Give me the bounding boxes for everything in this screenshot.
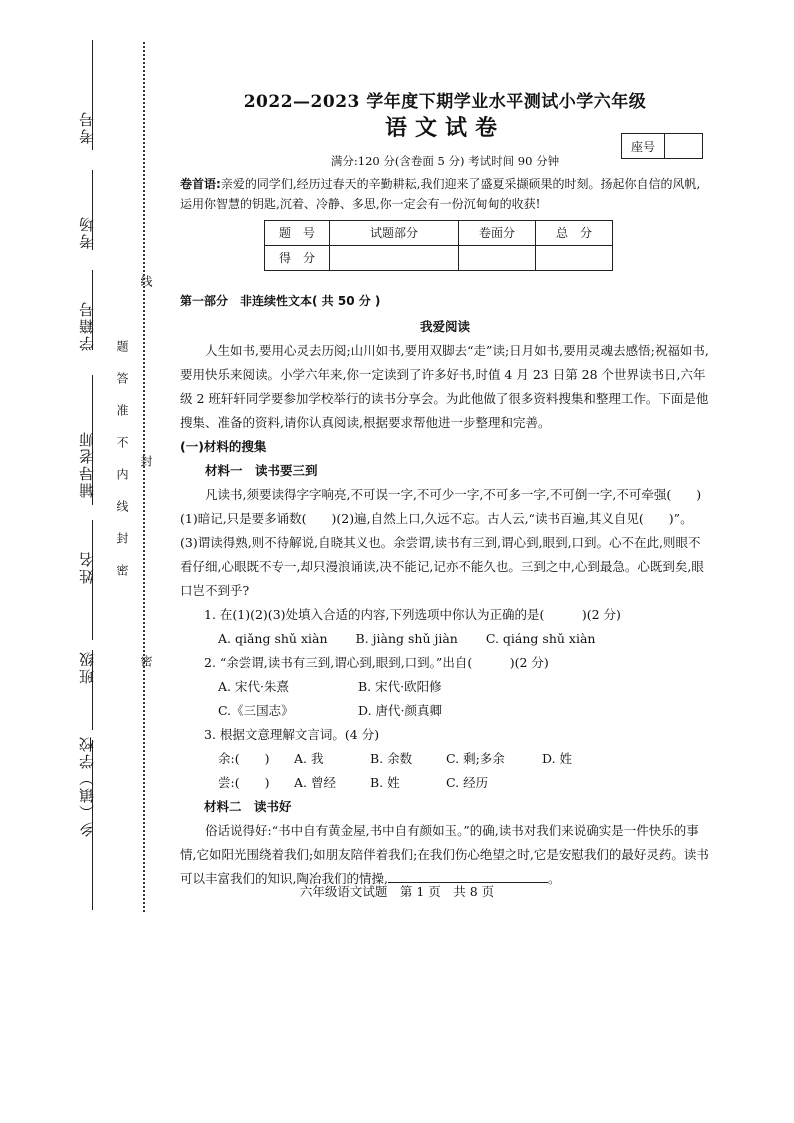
- q3-yu-option-d[interactable]: D. 姓: [542, 751, 573, 766]
- seal-line-mark: 线: [139, 275, 153, 307]
- material2-body: 俗话说得好:“书中自有黄金屋,书中自有颜如玉。”的确,读书对我们来说确实是一件快乐的事情,它如阳光围绕着我们;如朋友陪伴着我们;在我们伤心绝望之时,它是安慰我们的最好灵药。读书可以丰富我们的知识,陶冶我们的情操,: [180, 823, 709, 886]
- binding-margin: [0, 0, 153, 940]
- q2-option-a[interactable]: A. 宋代·朱熹: [218, 679, 289, 694]
- score-cell-parts[interactable]: [330, 246, 459, 271]
- q3-word-chang: 尝:( ): [218, 775, 270, 790]
- exam-room-label: 考场: [78, 215, 96, 249]
- score-header-neatness: 卷面分: [459, 221, 536, 246]
- score-header-number: 题 号: [265, 221, 330, 246]
- seal-warning: 题答准不内线封密: [115, 340, 129, 596]
- q1-option-a[interactable]: A. qiǎng shǔ xiàn: [218, 631, 328, 646]
- section1-heading: (一)材料的搜集: [180, 439, 267, 454]
- q3-chang-option-b[interactable]: B. 姓: [370, 775, 400, 790]
- tutor-label: 辅导老师: [78, 430, 96, 498]
- question-3: 3. 根据文意理解文言词。(4 分): [204, 727, 380, 742]
- exam-number-label: 考号: [78, 110, 96, 144]
- part1-title: 第一部分 非连续性文本( 共 50 分 ): [180, 294, 381, 308]
- material1-text: 凡读书,须要读得字字响亮,不可误一字,不可少一字,不可多一字,不可倒一字,不可牵强( )(1)暗记,只是要多诵数( )(2)遍,自然上口,久远不忘。古人云,“读书百遍,其义自见( )”。(3)谓读得熟,则不待解说,自晓其义也。余尝谓,读书有三到,谓心到,眼到,口到。心不在此,则眼不看仔细,心眼既不专一,却只漫浪诵读,决不能记,记亦不能久也。三到之中,心到最急。心既到矣,眼口岂不到乎?: [180, 487, 704, 598]
- class-label: 班级: [78, 650, 96, 684]
- score-cell-neatness[interactable]: [459, 246, 536, 271]
- q3-yu-option-a[interactable]: A. 我: [294, 751, 324, 766]
- score-header-total: 总 分: [536, 221, 613, 246]
- material2-text: 俗话说得好:“书中自有黄金屋,书中自有颜如玉。”的确,读书对我们来说确实是一件快乐的事情,它如阳光围绕着我们;如朋友陪伴着我们;在我们伤心绝望之时,它是安慰我们的最好灵药。读书可以丰富我们的知识,陶冶我们的情操, 。: [180, 823, 709, 886]
- question-1-options: [218, 627, 710, 651]
- q3-yu-option-c[interactable]: C. 剩;多余: [446, 751, 505, 766]
- exam-title: 2022—2023 学年度下期学业水平测试小学六年级: [243, 92, 647, 112]
- intro-paragraph: 人生如书,要用心灵去历阅;山川如书,要用双脚去“走”读;日月如书,要用灵魂去感悟;祝福如书,要用快乐来阅读。小学六年来,你一定读到了许多好书,时值 4 月 23 日第 28 个世界读书日,六年级 2 班轩轩同学要参加学校举行的读书分享会。为此他做了很多资料搜集和整理工作。下面是他搜集、准备的资料,请你认真阅读,根据要求帮他进一步整理和完善。: [180, 343, 709, 430]
- q3-yu-option-b[interactable]: B. 余数: [370, 751, 413, 766]
- seal-secret-mark: 密: [139, 655, 153, 687]
- material2-title: 材料二 读书好: [204, 799, 292, 814]
- q3-word-yu: 余:( ): [218, 751, 270, 766]
- preface: [180, 174, 710, 214]
- seal-seal-mark: 封: [139, 455, 153, 487]
- question-2: 2. “余尝谓,读书有三到,谓心到,眼到,口到。”出自( )(2 分): [204, 655, 549, 670]
- question-2-options: [218, 675, 710, 723]
- page-footer: 六年级语文试题 第 1 页 共 8 页: [299, 884, 495, 899]
- question-3-row-2: [218, 771, 710, 795]
- score-header-parts: 试题部分: [330, 221, 459, 246]
- preface-label: 卷首语:: [180, 177, 221, 191]
- reading-heading: 我爱阅读: [419, 319, 470, 334]
- score-row-label: 得 分: [265, 246, 330, 271]
- q2-option-b[interactable]: B. 宋代·欧阳修: [358, 679, 442, 694]
- score-cell-total[interactable]: [536, 246, 613, 271]
- dotted-cut-line: [143, 42, 145, 912]
- preface-text: 亲爱的同学们,经历过春天的辛勤耕耘,我们迎来了盛夏采撷硕果的时刻。扬起你自信的风帆,运用你智慧的钥匙,沉着、冷静、多思,你一定会有一份沉甸甸的收获!: [180, 177, 701, 211]
- exam-info: 满分:120 分(含卷面 5 分) 考试时间 90 分钟: [330, 154, 560, 168]
- seat-label: 座号: [622, 134, 665, 158]
- q3-chang-option-c[interactable]: C. 经历: [446, 775, 489, 790]
- q2-option-c[interactable]: C.《三国志》: [218, 703, 294, 718]
- q1-option-b[interactable]: B. jiàng shǔ jiàn: [355, 631, 458, 646]
- q2-option-d[interactable]: D. 唐代·颜真卿: [358, 703, 442, 718]
- exam-content: [180, 90, 710, 891]
- score-table: [264, 220, 613, 271]
- question-1: 1. 在(1)(2)(3)处填入合适的内容,下列选项中你认为正确的是( )(2 分): [204, 607, 621, 622]
- subject-title: 语文试卷: [384, 115, 505, 141]
- q3-chang-option-a[interactable]: A. 曾经: [294, 775, 336, 790]
- student-id-label: 学籍号: [78, 300, 96, 351]
- material1-title: 材料一 读书要三到: [205, 463, 318, 478]
- school-label: 乡（镇）学校: [78, 735, 96, 837]
- q1-option-c[interactable]: C. qiáng shǔ xiàn: [485, 631, 596, 646]
- question-3-row-1: [218, 747, 710, 771]
- name-label: 姓名: [78, 550, 96, 584]
